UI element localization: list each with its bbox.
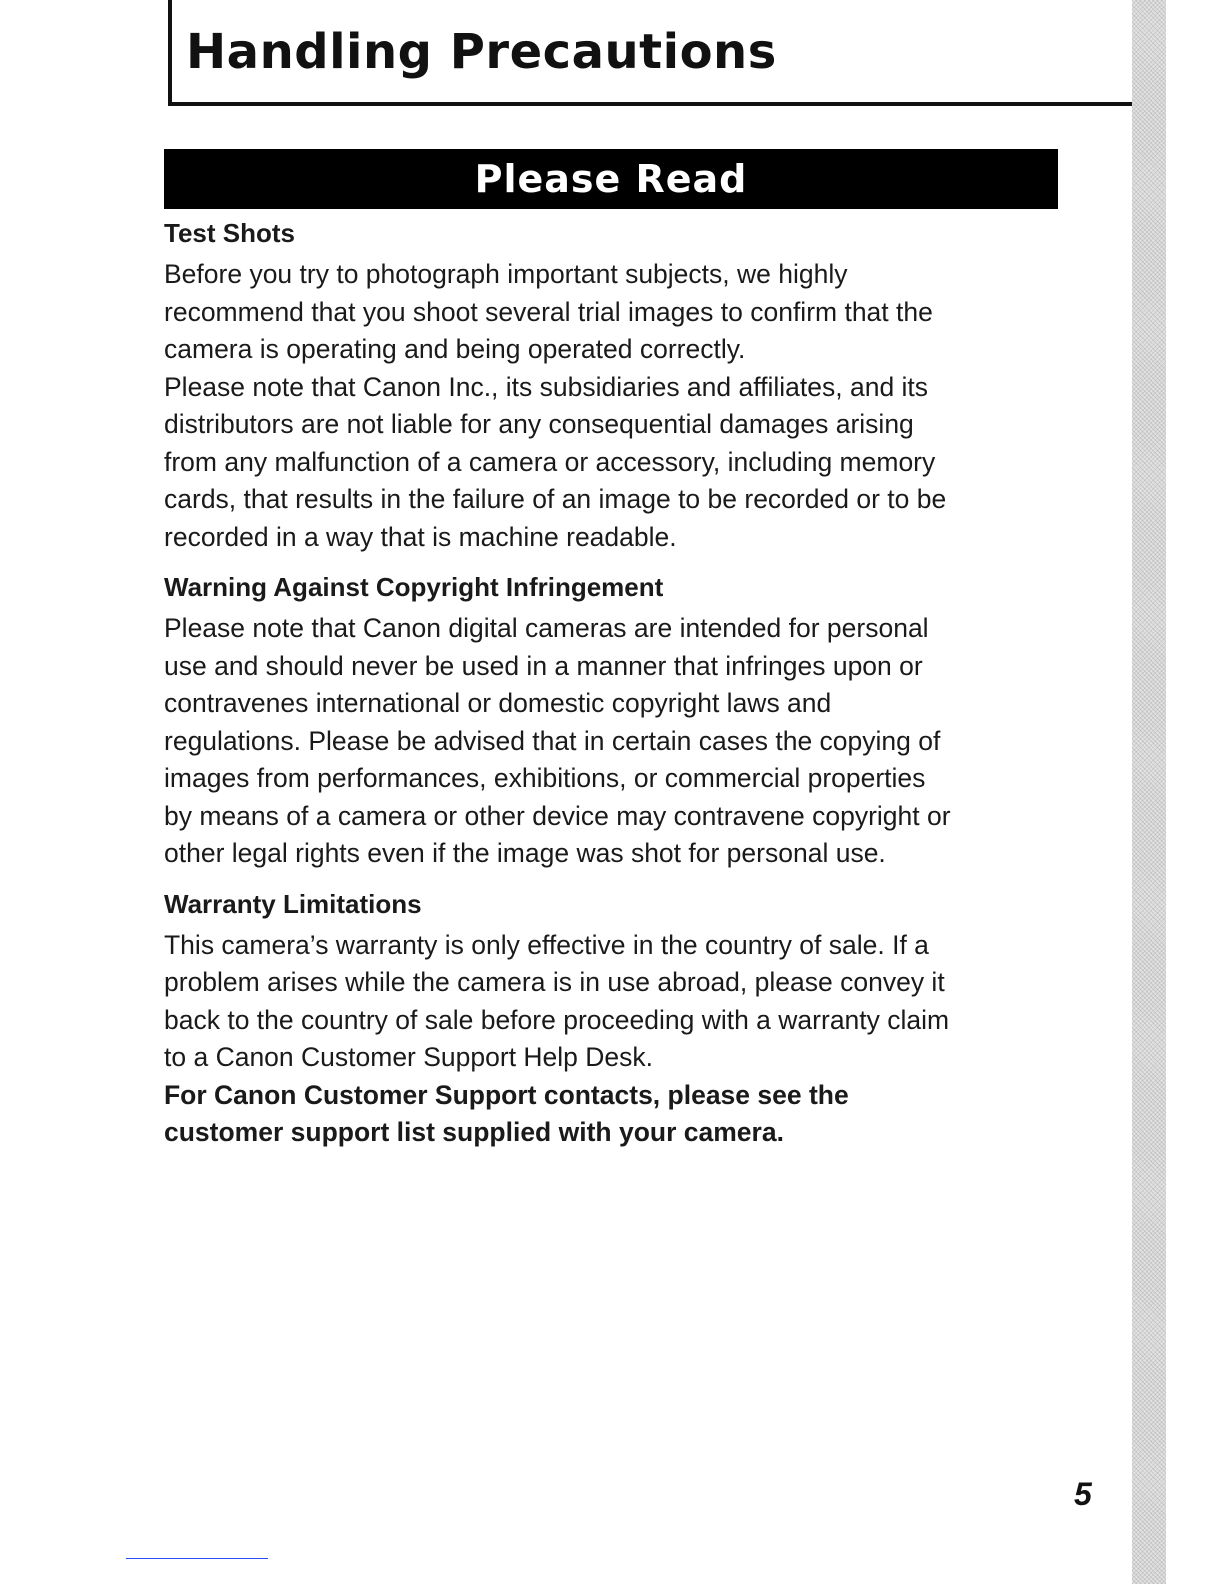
section-test-shots: [164, 216, 1064, 556]
page-number: 5: [1074, 1476, 1092, 1512]
footer-link-underline: [126, 1558, 268, 1559]
please-read-banner: [164, 149, 1058, 209]
section-paragraph: This camera’s warranty is only effective in the country of sale. If a problem arises while the camera is in use abroad, please convey it back to the country of sale before proceeding with a warranty claim to a Canon Customer Support Help Desk.: [164, 929, 950, 1072]
banner-label: Please Read: [474, 157, 748, 201]
section-paragraph: Please note that Canon Inc., its subsidiaries and affiliates, and its distributors are not liable for any consequential damages arising from any malfunction of a camera or accessory, including memory cards, that results in the failure of an image to be recorded or to be recorded in a way that is machine readable.: [164, 371, 947, 552]
section-heading: Warranty Limitations: [164, 888, 422, 919]
title-horizontal-rule: [168, 102, 1132, 106]
section-heading: Warning Against Copyright Infringement: [164, 572, 664, 602]
section-heading: Test Shots: [164, 218, 295, 248]
page-title: Handling Precautions: [186, 24, 777, 80]
side-index-tab: [1132, 0, 1166, 1584]
support-contacts-note: For Canon Customer Support contacts, please see the customer support list supplied with your camera.: [164, 1079, 849, 1147]
section-paragraph: Please note that Canon digital cameras are intended for personal use and should never be used in a manner that infringes upon or contravenes international or domestic copyright laws and regulations. Please be advised that in certain cases the copying of images from performances, exhibitions, or commercial properties by means of a camera or other device may contravene copyright or other legal rights even if the image was shot for personal use.: [164, 613, 951, 868]
section-paragraph: Before you try to photograph important subjects, we highly recommend that you shoot several trial images to confirm that the camera is operating and being operated correctly.: [164, 259, 933, 364]
page-content: [164, 216, 1064, 1152]
section-copyright-warning: [164, 570, 1064, 873]
section-warranty-limitations: [164, 887, 1064, 1152]
title-vertical-rule: [168, 0, 172, 106]
